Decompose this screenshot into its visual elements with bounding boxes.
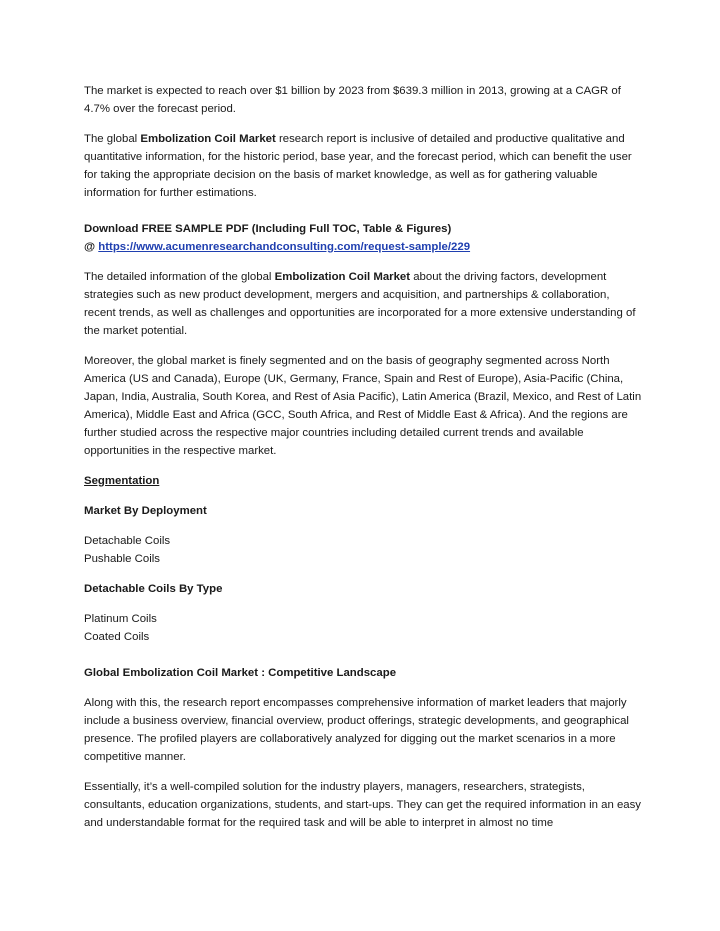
segmentation-heading: Segmentation <box>84 475 160 487</box>
driving-factors-text-post: about the driving factors, development strategies such as new product development, mergers and acquisition, and partnerships & collaboration, recent trends, as well as challenges and opportunities are incorporated for a more extensive understanding of the market potential. <box>84 271 636 337</box>
driving-factors-paragraph <box>84 268 644 340</box>
intro-paragraph: The market is expected to reach over $1 billion by 2023 from $639.3 million in 2013, growing at a CAGR of 4.7% over the forecast period. <box>84 85 621 115</box>
type-list <box>84 610 644 646</box>
download-at: @ <box>84 241 99 253</box>
list-item: Coated Coils <box>84 631 150 643</box>
market-name-bold-2: Embolization Coil Market <box>274 271 411 283</box>
download-line <box>84 238 644 256</box>
list-item: Platinum Coils <box>84 613 157 625</box>
type-heading: Detachable Coils By Type <box>84 583 223 595</box>
report-scope-text-pre: The global <box>84 133 141 145</box>
audience-paragraph: Essentially, it’s a well-compiled solution for the industry players, managers, researchers, strategists, consultants, education organizations, students, and start-ups. They can get the required information in an easy and understandable format for the required task and will be able to interpret in almost no time <box>84 781 642 829</box>
geography-paragraph: Moreover, the global market is finely segmented and on the basis of geography segmented across North America (US and Canada), Europe (UK, Germany, France, Spain and Rest of Europe), Asia-Pacific (China, Japan, India, Australia, South Korea, and Rest of Asia Pacific), Latin America (Brazil, Mexico, and Rest of Latin America), Middle East and Africa (GCC, South Africa, and Rest of Middle East & Africa). And the regions are further studied across the respective major countries including detailed current trends and available opportunities in the respective market. <box>84 355 642 457</box>
deployment-heading: Market By Deployment <box>84 505 207 517</box>
report-scope-paragraph <box>84 130 644 202</box>
report-scope-text-post: research report is inclusive of detailed and productive qualitative and quantitative information, for the historic period, base year, and the forecast period, which can benefit the user for taking the appropriate decision on the basis of market knowledge, as well as for gathering valuable information for further estimations. <box>84 133 632 199</box>
download-label: Download FREE SAMPLE PDF (Including Full TOC, Table & Figures) <box>84 223 452 235</box>
download-block <box>84 220 644 256</box>
list-item: Detachable Coils <box>84 535 171 547</box>
market-name-bold: Embolization Coil Market <box>140 133 276 145</box>
deployment-list <box>84 532 644 568</box>
driving-factors-text-pre: The detailed information of the global <box>84 271 275 283</box>
competitive-landscape-heading: Global Embolization Coil Market : Competitive Landscape <box>84 667 397 679</box>
sample-request-link[interactable]: https://www.acumenresearchandconsulting.com/request-sample/229 <box>98 241 471 253</box>
list-item: Pushable Coils <box>84 553 160 565</box>
document-page <box>84 82 644 844</box>
market-leaders-paragraph: Along with this, the research report encompasses comprehensive information of market leaders that majorly include a business overview, financial overview, product offerings, strategic developments, and geographical presence. The profiled players are collaboratively analyzed for digging out the market scenarios in a more competitive manner. <box>84 697 629 763</box>
